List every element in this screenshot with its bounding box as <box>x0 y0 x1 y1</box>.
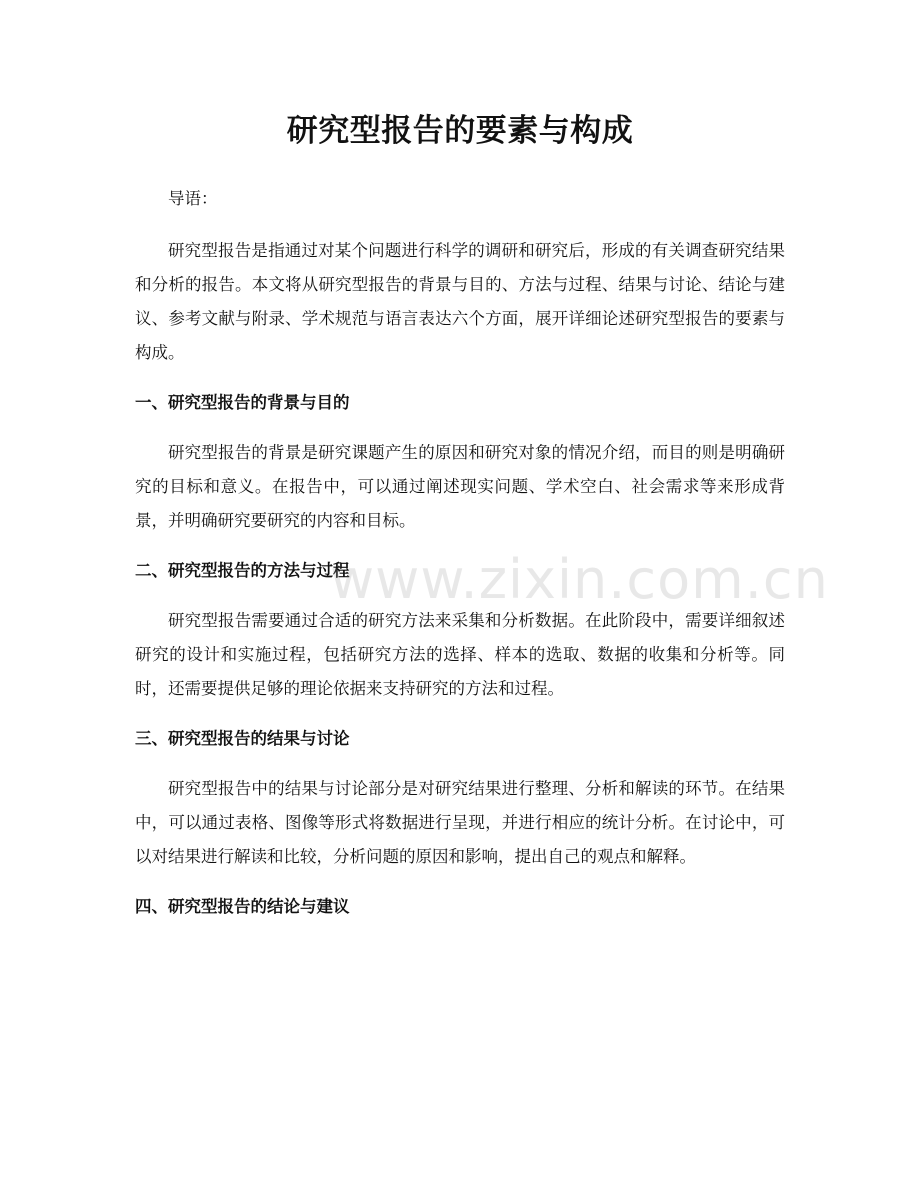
document-title: 研究型报告的要素与构成 <box>286 113 634 149</box>
section-body-2: 研究型报告需要通过合适的研究方法来采集和分析数据。在此阶段中，需要详细叙述研究的设计和实施过程，包括研究方法的选择、样本的选取、数据的收集和分析等。同时，还需要提供足够的理论依据来支持研究的方法和过程。 <box>135 611 785 698</box>
section-heading-3: 三、研究型报告的结果与讨论 <box>135 729 350 748</box>
section-heading-2: 二、研究型报告的方法与过程 <box>135 561 350 580</box>
watermark: www.zixin.com.cn <box>330 548 829 611</box>
section-body-1: 研究型报告的背景是研究课题产生的原因和研究对象的情况介绍，而目的则是明确研究的目标和意义。在报告中，可以通过阐述现实问题、学术空白、社会需求等来形成背景，并明确研究要研究的内容和目标。 <box>135 443 785 530</box>
section-heading-1: 一、研究型报告的背景与目的 <box>135 393 350 412</box>
section-body-3: 研究型报告中的结果与讨论部分是对研究结果进行整理、分析和解读的环节。在结果中，可以通过表格、图像等形式将数据进行呈现，并进行相应的统计分析。在讨论中，可以对结果进行解读和比较，分析问题的原因和影响，提出自己的观点和解释。 <box>135 779 785 866</box>
intro-paragraph: 研究型报告是指通过对某个问题进行科学的调研和研究后，形成的有关调查研究结果和分析的报告。本文将从研究型报告的背景与目的、方法与过程、结果与讨论、结论与建议、参考文献与附录、学术规范与语言表达六个方面，展开详细论述研究型报告的要素与构成。 <box>135 241 785 362</box>
section-heading-4: 四、研究型报告的结论与建议 <box>135 897 350 916</box>
lead-label: 导语： <box>168 189 218 208</box>
